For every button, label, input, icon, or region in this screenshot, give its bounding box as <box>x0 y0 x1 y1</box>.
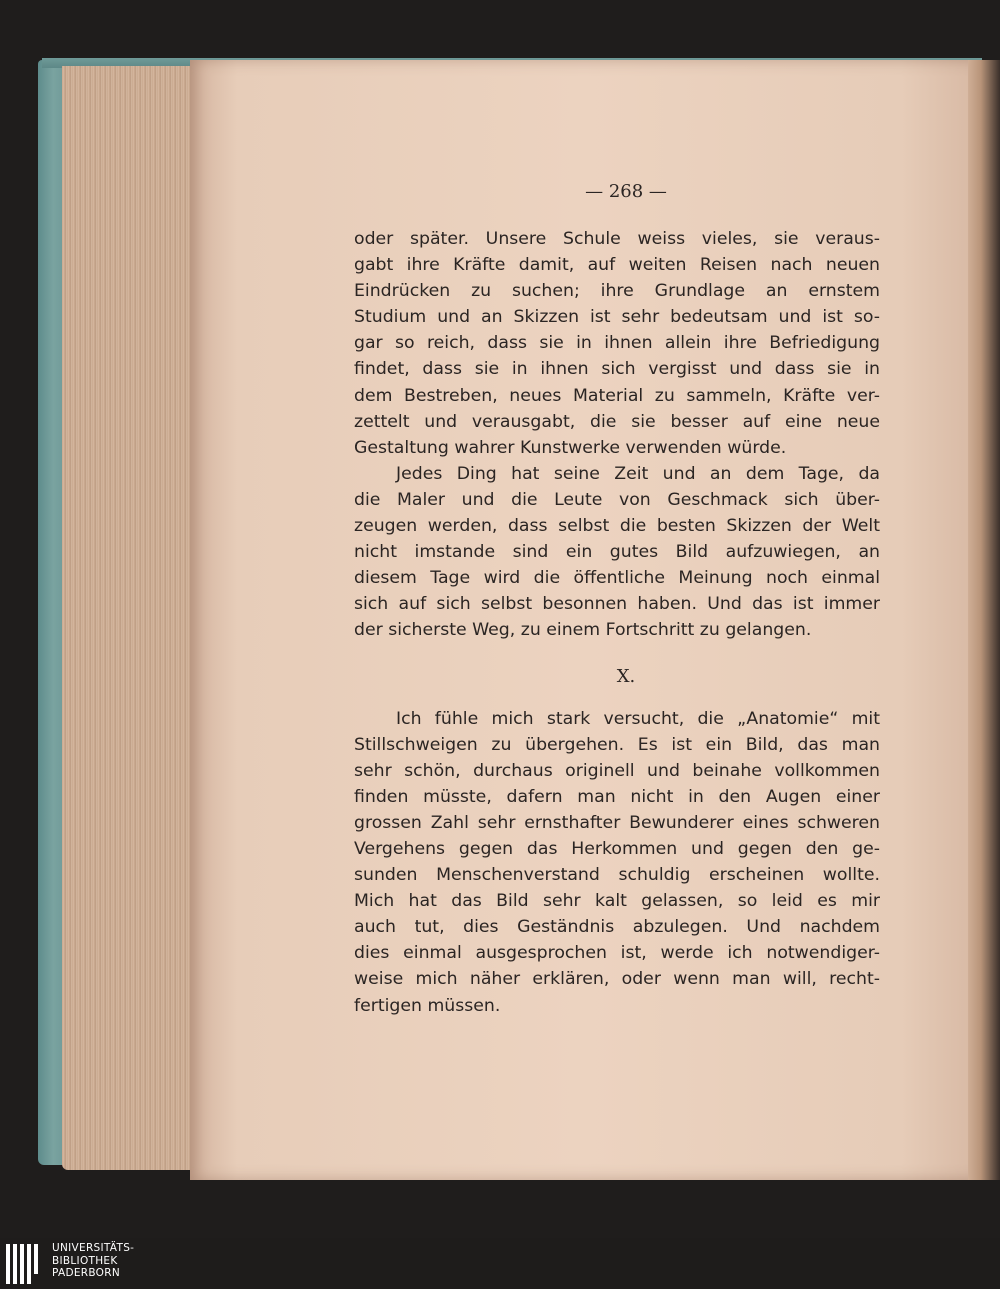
page-edges <box>62 66 204 1170</box>
text-line: sehr schön, durchaus originell und beinahe vollkommen <box>354 760 880 781</box>
logo-line: BIBLIOTHEK <box>52 1254 118 1267</box>
text-line: Jedes Ding hat seine Zeit und an dem Tage, da <box>396 463 880 484</box>
text-line: weise mich näher erklären, oder wenn man will, recht- <box>354 969 880 990</box>
page-number: — 268 — <box>585 181 667 202</box>
text-after-heading <box>354 706 880 1019</box>
text-line: nicht imstande sind ein gutes Bild aufzuwiegen, an <box>354 542 880 563</box>
paragraph <box>354 706 880 1019</box>
text-line: grossen Zahl sehr ernsthafter Bewunderer eines schweren <box>354 812 880 833</box>
text-line: fertigen müssen. <box>354 995 501 1016</box>
library-footer <box>0 1238 1000 1289</box>
text-line: die Maler und die Leute von Geschmack sich über- <box>354 489 880 510</box>
text-line: findet, dass sie in ihnen sich vergisst und dass sie in <box>354 359 880 380</box>
library-logo-text <box>52 1242 134 1280</box>
logo-line: UNIVERSITÄTS- <box>52 1242 135 1254</box>
page-text <box>354 176 880 1019</box>
text-before-heading <box>354 226 880 644</box>
library-logo-icon <box>6 1244 40 1284</box>
text-line: zeugen werden, dass selbst die besten Skizzen der Welt <box>354 516 880 537</box>
text-line: Stillschweigen zu übergehen. Es ist ein Bild, das man <box>354 734 880 755</box>
text-line: diesem Tage wird die öffentliche Meinung noch einmal <box>354 568 880 589</box>
text-line: Eindrücken zu suchen; ihre Grundlage an ernstem <box>354 281 880 302</box>
text-line: dem Bestreben, neues Material zu sammeln, Kräfte ver- <box>354 385 880 406</box>
text-line: gabt ihre Kräfte damit, auf weiten Reisen nach neuen <box>354 255 880 276</box>
text-line: dies einmal ausgesprochen ist, werde ich notwendiger- <box>354 943 880 964</box>
text-line: Mich hat das Bild sehr kalt gelassen, so leid es mir <box>354 891 880 912</box>
text-line: Vergehens gegen das Herkommen und gegen den ge- <box>354 838 880 859</box>
text-line: Ich fühle mich stark versucht, die „Anatomie“ mit <box>396 708 880 729</box>
text-line: zettelt und verausgabt, die sie besser auf eine neue <box>354 411 880 432</box>
text-line: der sicherste Weg, zu einem Fortschritt zu gelangen. <box>354 620 812 641</box>
paragraph <box>354 226 880 461</box>
text-line: Studium und an Skizzen ist sehr bedeutsam und ist so- <box>354 307 880 328</box>
text-line: auch tut, dies Geständnis abzulegen. Und nachdem <box>354 917 880 938</box>
page-gutter <box>968 60 1000 1180</box>
paragraph <box>354 461 880 644</box>
logo-line: PADERBORN <box>52 1267 120 1279</box>
text-line: finden müsste, dafern man nicht in den Augen einer <box>354 786 880 807</box>
text-line: gar so reich, dass sie in ihnen allein ihre Befriedigung <box>354 333 880 354</box>
text-line: sich auf sich selbst besonnen haben. Und das ist immer <box>354 594 880 615</box>
text-line: Gestaltung wahrer Kunstwerke verwenden würde. <box>354 437 787 458</box>
section-heading: X. <box>616 665 636 687</box>
text-line: sunden Menschenverstand schuldig erscheinen wollte. <box>354 865 880 886</box>
text-line: oder später. Unsere Schule weiss vieles, sie veraus- <box>354 229 880 249</box>
